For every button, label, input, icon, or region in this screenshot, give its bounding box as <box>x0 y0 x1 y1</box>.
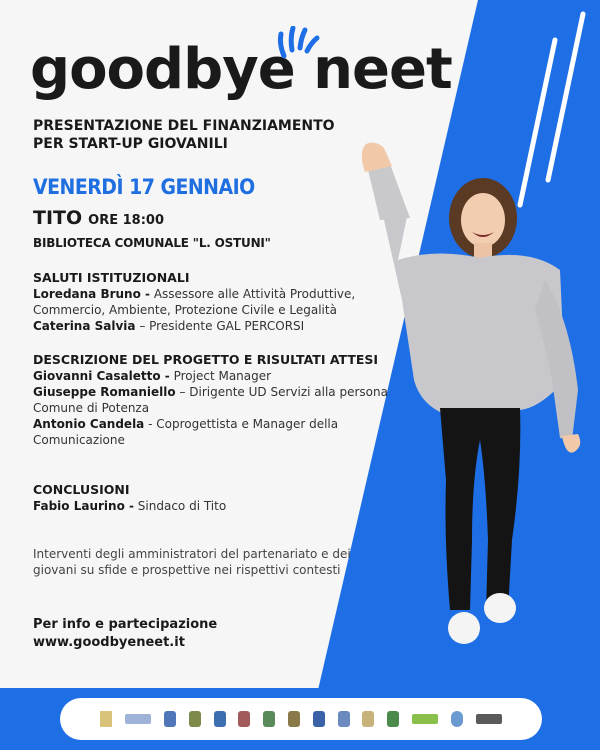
speaker-name: Giovanni Casaletto - <box>33 369 170 383</box>
municipal-crest-icon <box>313 711 325 727</box>
info-label: Per info e partecipazione <box>33 617 218 632</box>
event-place <box>33 207 164 229</box>
event-date: VENERDÌ 17 GENNAIO <box>33 175 255 199</box>
event-city: TITO <box>33 207 83 229</box>
municipal-crest-icon <box>214 711 226 727</box>
speaker-name: Antonio Candela <box>33 417 145 431</box>
municipal-crest-icon <box>263 711 275 727</box>
logo-text: goodbye neet <box>30 37 452 102</box>
speaker-role: Assessore alle Attività Produttive, Commercio, Ambiente, Protezione Civile e Legalità <box>33 287 356 317</box>
municipal-crest-icon <box>164 711 176 727</box>
saluti-speaker-2 <box>33 318 393 334</box>
descrizione-heading: DESCRIZIONE DEL PROGETTO E RISULTATI ATTESI <box>33 352 379 367</box>
speaker-role: – Dirigente UD Servizi alla persona Comune di Potenza <box>33 385 388 415</box>
info-url-link[interactable]: www.goodbyeneet.it <box>33 635 185 650</box>
speaker-name: Giuseppe Romaniello <box>33 385 176 399</box>
municipal-crest-icon <box>189 711 201 727</box>
municipal-crest-icon <box>387 711 399 727</box>
descrizione-section <box>33 352 393 448</box>
speaker-role: Project Manager <box>169 369 272 383</box>
speaker-name: Caterina Salvia <box>33 319 136 333</box>
partner-logo-1 <box>100 711 112 727</box>
conclusioni-heading: CONCLUSIONI <box>33 482 130 497</box>
municipal-crest-icon <box>238 711 250 727</box>
event-time: ORE 18:00 <box>88 213 165 228</box>
descrizione-speaker-3 <box>33 416 393 448</box>
info-section <box>33 616 393 652</box>
municipal-crest-icon <box>362 711 374 727</box>
speaker-role: - Coprogettista e Manager della Comunicazione <box>33 417 339 447</box>
speaker-role: – Presidente GAL PERCORSI <box>135 319 305 333</box>
conclusioni-section <box>33 482 393 514</box>
descrizione-speaker-2 <box>33 384 393 416</box>
subtitle: PRESENTAZIONE DEL FINANZIAMENTO PER START-UP GIOVANILI <box>33 118 335 152</box>
speaker-name: Loredana Bruno - <box>33 287 151 301</box>
municipal-crest-icon <box>288 711 300 727</box>
partner-logo-2 <box>125 714 151 724</box>
partner-logo-dark <box>476 714 502 724</box>
municipal-crest-icon <box>338 711 350 727</box>
partner-logo-green <box>412 714 438 724</box>
saluti-section <box>33 270 393 334</box>
partner-logo-round <box>451 711 463 727</box>
speaker-name: Fabio Laurino - <box>33 499 134 513</box>
partner-logos-strip <box>60 698 542 740</box>
waving-woman-illustration <box>340 140 600 660</box>
descrizione-speaker-1 <box>33 368 393 384</box>
event-venue: BIBLIOTECA COMUNALE "L. OSTUNI" <box>33 236 271 250</box>
speaker-role: Sindaco di Tito <box>133 499 227 513</box>
saluti-speaker-1 <box>33 286 393 318</box>
hand-icon <box>275 26 325 68</box>
conclusioni-speaker-1 <box>33 498 393 514</box>
interventi-text: Interventi degli amministratori del partenariato e dei giovani su sfide e prospettive nei rispettivi contesti <box>33 547 351 577</box>
saluti-heading: SALUTI ISTITUZIONALI <box>33 270 190 285</box>
